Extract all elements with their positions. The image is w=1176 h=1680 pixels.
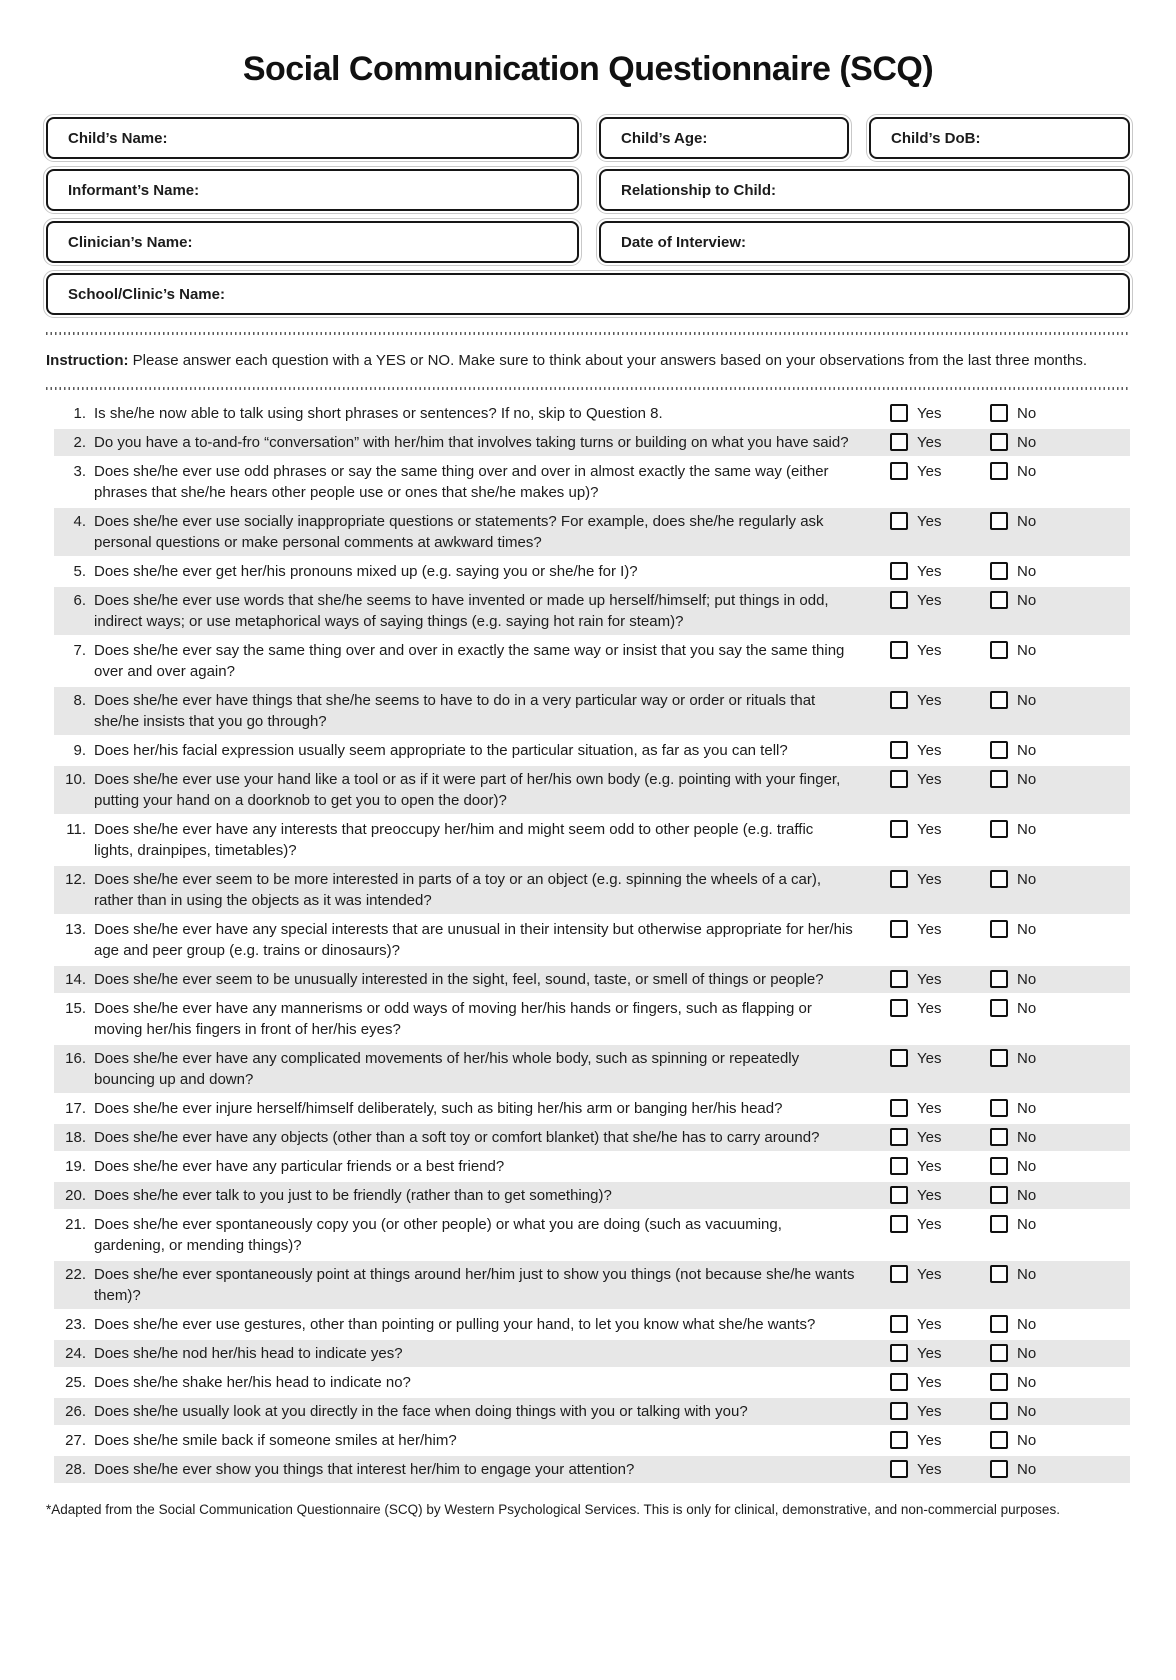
no-label: No <box>1017 1461 1037 1478</box>
question-number: 21. <box>65 1216 86 1233</box>
question-row <box>54 816 1130 864</box>
instruction-label: Instruction: <box>46 352 129 369</box>
yes-option[interactable] <box>890 998 990 1019</box>
yes-checkbox[interactable] <box>890 970 908 988</box>
relationship-label: Relationship to Child: <box>621 181 776 199</box>
no-option[interactable] <box>990 1156 1066 1177</box>
question-row <box>54 508 1130 556</box>
no-checkbox[interactable] <box>990 512 1008 530</box>
school-clinic-field[interactable] <box>46 273 1130 315</box>
no-label: No <box>1017 771 1037 788</box>
no-checkbox[interactable] <box>990 870 1008 888</box>
yes-option[interactable] <box>890 919 990 940</box>
question-number: 3. <box>73 463 86 480</box>
dotted-divider-top <box>46 332 1130 335</box>
question-text: Does she/he shake her/his head to indicate no? <box>94 1374 411 1391</box>
question-number: 24. <box>65 1345 86 1362</box>
no-label: No <box>1017 1374 1037 1391</box>
question-row <box>54 458 1130 506</box>
yes-option[interactable] <box>890 561 990 582</box>
instruction-text <box>46 348 1130 373</box>
questionnaire-page <box>0 50 1176 1521</box>
yes-label: Yes <box>917 513 942 530</box>
yes-checkbox[interactable] <box>890 1373 908 1391</box>
yes-checkbox[interactable] <box>890 512 908 530</box>
no-checkbox[interactable] <box>990 1315 1008 1333</box>
yes-checkbox[interactable] <box>890 1460 908 1478</box>
yes-option[interactable] <box>890 1156 990 1177</box>
no-checkbox[interactable] <box>990 999 1008 1017</box>
no-option[interactable] <box>990 869 1066 890</box>
yes-checkbox[interactable] <box>890 1344 908 1362</box>
no-option[interactable] <box>990 819 1066 840</box>
yes-label: Yes <box>917 1432 942 1449</box>
question-row <box>54 587 1130 635</box>
no-option[interactable] <box>990 1214 1066 1235</box>
child-age-label: Child’s Age: <box>621 129 708 147</box>
no-label: No <box>1017 642 1037 659</box>
question-list <box>46 400 1130 1483</box>
question-text: Does she/he ever spontaneously copy you (or other people) or what you are doing (such as vacuuming, gardening, or mending things)? <box>94 1216 782 1254</box>
question-text: Does she/he usually look at you directly in the face when doing things with you or talking with you? <box>94 1403 748 1420</box>
field-row-4 <box>46 273 1130 315</box>
yes-checkbox[interactable] <box>890 1402 908 1420</box>
question-text: Does she/he ever have any interests that preoccupy her/him and might seem odd to other people (e.g. traffic lights, drainpipes, timetables)? <box>94 821 814 859</box>
question-row <box>54 916 1130 964</box>
no-label: No <box>1017 692 1037 709</box>
yes-label: Yes <box>917 1316 942 1333</box>
no-checkbox[interactable] <box>990 741 1008 759</box>
yes-checkbox[interactable] <box>890 433 908 451</box>
question-number: 26. <box>65 1403 86 1420</box>
yes-option[interactable] <box>890 1185 990 1206</box>
yes-option[interactable] <box>890 769 990 790</box>
field-row-2 <box>46 169 1130 211</box>
no-checkbox[interactable] <box>990 1402 1008 1420</box>
yes-checkbox[interactable] <box>890 1215 908 1233</box>
question-row <box>54 1124 1130 1151</box>
no-label: No <box>1017 1100 1037 1117</box>
question-number: 7. <box>73 642 86 659</box>
question-row <box>54 766 1130 814</box>
no-label: No <box>1017 563 1037 580</box>
yes-option[interactable] <box>890 511 990 532</box>
question-row <box>54 400 1130 427</box>
no-option[interactable] <box>990 740 1066 761</box>
question-number: 27. <box>65 1432 86 1449</box>
yes-checkbox[interactable] <box>890 820 908 838</box>
yes-option[interactable] <box>890 969 990 990</box>
question-text: Does she/he ever have any special interests that are unusual in their intensity but otherwise appropriate for her/his age and peer group (e.g. trains or dinosaurs)? <box>94 921 853 959</box>
question-number: 1. <box>73 405 86 422</box>
question-row <box>54 1045 1130 1093</box>
no-checkbox[interactable] <box>990 920 1008 938</box>
yes-label: Yes <box>917 463 942 480</box>
no-option[interactable] <box>990 998 1066 1019</box>
question-text: Does she/he ever use gestures, other than pointing or pulling your hand, to let you know what she/he wants? <box>94 1316 816 1333</box>
yes-option[interactable] <box>890 1127 990 1148</box>
question-text: Does she/he ever get her/his pronouns mixed up (e.g. saying you or she/he for I)? <box>94 563 638 580</box>
yes-label: Yes <box>917 771 942 788</box>
yes-label: Yes <box>917 1158 942 1175</box>
child-name-label: Child’s Name: <box>68 129 168 147</box>
no-checkbox[interactable] <box>990 1460 1008 1478</box>
yes-checkbox[interactable] <box>890 1099 908 1117</box>
no-checkbox[interactable] <box>990 1049 1008 1067</box>
yes-checkbox[interactable] <box>890 999 908 1017</box>
question-row <box>54 1153 1130 1180</box>
yes-label: Yes <box>917 1345 942 1362</box>
yes-checkbox[interactable] <box>890 691 908 709</box>
dotted-divider-bottom <box>46 387 1130 390</box>
yes-option[interactable] <box>890 461 990 482</box>
no-label: No <box>1017 821 1037 838</box>
no-label: No <box>1017 1432 1037 1449</box>
question-number: 2. <box>73 434 86 451</box>
yes-checkbox[interactable] <box>890 591 908 609</box>
yes-label: Yes <box>917 434 942 451</box>
question-number: 9. <box>73 742 86 759</box>
yes-option[interactable] <box>890 1372 990 1393</box>
no-checkbox[interactable] <box>990 1099 1008 1117</box>
yes-option[interactable] <box>890 1048 990 1069</box>
no-checkbox[interactable] <box>990 562 1008 580</box>
question-row <box>54 866 1130 914</box>
question-number: 18. <box>65 1129 86 1146</box>
question-text: Does she/he ever have any complicated movements of her/his whole body, such as spinning or repeatedly bouncing up and down? <box>94 1050 800 1088</box>
question-row <box>54 637 1130 685</box>
question-number: 4. <box>73 513 86 530</box>
no-option[interactable] <box>990 561 1066 582</box>
question-text: Do you have a to-and-fro “conversation” with her/him that involves taking turns or building on what you have said? <box>94 434 849 451</box>
no-checkbox[interactable] <box>990 1344 1008 1362</box>
question-text: Does she/he ever show you things that interest her/him to engage your attention? <box>94 1461 635 1478</box>
question-text: Does she/he ever have any particular friends or a best friend? <box>94 1158 505 1175</box>
yes-option[interactable] <box>890 869 990 890</box>
yes-label: Yes <box>917 1374 942 1391</box>
question-row <box>54 966 1130 993</box>
no-checkbox[interactable] <box>990 1373 1008 1391</box>
yes-option[interactable] <box>890 740 990 761</box>
no-label: No <box>1017 1050 1037 1067</box>
yes-checkbox[interactable] <box>890 404 908 422</box>
no-option[interactable] <box>990 403 1066 424</box>
no-option[interactable] <box>990 1372 1066 1393</box>
question-text: Does she/he ever spontaneously point at things around her/him just to show you things (not because she/he wants them)? <box>94 1266 855 1304</box>
question-number: 28. <box>65 1461 86 1478</box>
no-checkbox[interactable] <box>990 1265 1008 1283</box>
question-row <box>54 558 1130 585</box>
no-label: No <box>1017 1316 1037 1333</box>
yes-checkbox[interactable] <box>890 1186 908 1204</box>
question-number: 22. <box>65 1266 86 1283</box>
child-age-field[interactable] <box>599 117 849 159</box>
question-text: Does she/he nod her/his head to indicate yes? <box>94 1345 403 1362</box>
no-checkbox[interactable] <box>990 1215 1008 1233</box>
no-option[interactable] <box>990 919 1066 940</box>
question-row <box>54 1398 1130 1425</box>
yes-label: Yes <box>917 921 942 938</box>
yes-option[interactable] <box>890 432 990 453</box>
child-name-field[interactable] <box>46 117 579 159</box>
yes-label: Yes <box>917 563 942 580</box>
school-clinic-label: School/Clinic’s Name: <box>68 285 225 303</box>
no-option[interactable] <box>990 432 1066 453</box>
field-row-3 <box>46 221 1130 263</box>
no-checkbox[interactable] <box>990 970 1008 988</box>
question-number: 8. <box>73 692 86 709</box>
clinician-name-field[interactable] <box>46 221 579 263</box>
no-option[interactable] <box>990 1459 1066 1480</box>
no-checkbox[interactable] <box>990 770 1008 788</box>
no-label: No <box>1017 1216 1037 1233</box>
no-label: No <box>1017 1000 1037 1017</box>
no-label: No <box>1017 1129 1037 1146</box>
no-checkbox[interactable] <box>990 1431 1008 1449</box>
yes-checkbox[interactable] <box>890 641 908 659</box>
yes-label: Yes <box>917 1266 942 1283</box>
no-label: No <box>1017 871 1037 888</box>
yes-option[interactable] <box>890 590 990 611</box>
no-option[interactable] <box>990 1401 1066 1422</box>
question-text: Does she/he ever use words that she/he seems to have invented or made up herself/himself; put things in odd, indirect ways; or use metaphorical ways of saying things (e.g. saying hot rain for steam)? <box>94 592 829 630</box>
clinician-name-label: Clinician’s Name: <box>68 233 193 251</box>
question-text: Does she/he ever use odd phrases or say the same thing over and over in almost exactly the same way (either phrases that she/he hears other people use or ones that she/he makes up)? <box>94 463 829 501</box>
no-option[interactable] <box>990 690 1066 711</box>
child-dob-label: Child’s DoB: <box>891 129 981 147</box>
question-row <box>54 737 1130 764</box>
question-text: Does she/he ever talk to you just to be friendly (rather than to get something)? <box>94 1187 612 1204</box>
yes-label: Yes <box>917 1403 942 1420</box>
no-option[interactable] <box>990 640 1066 661</box>
yes-label: Yes <box>917 1100 942 1117</box>
no-label: No <box>1017 1403 1037 1420</box>
yes-label: Yes <box>917 405 942 422</box>
no-label: No <box>1017 592 1037 609</box>
no-label: No <box>1017 1345 1037 1362</box>
field-row-1 <box>46 117 1130 159</box>
question-number: 16. <box>65 1050 86 1067</box>
informant-name-field[interactable] <box>46 169 579 211</box>
question-number: 20. <box>65 1187 86 1204</box>
yes-option[interactable] <box>890 1430 990 1451</box>
question-text: Does she/he ever use socially inappropriate questions or statements? For example, does she/he regularly ask personal questions or make personal comments at awkward times? <box>94 513 824 551</box>
question-text: Does she/he ever have any objects (other than a soft toy or comfort blanket) that she/he has to carry around? <box>94 1129 820 1146</box>
yes-checkbox[interactable] <box>890 1128 908 1146</box>
date-of-interview-label: Date of Interview: <box>621 233 747 251</box>
relationship-field[interactable] <box>599 169 1130 211</box>
question-text: Is she/he now able to talk using short phrases or sentences? If no, skip to Question 8. <box>94 405 663 422</box>
question-number: 23. <box>65 1316 86 1333</box>
yes-checkbox[interactable] <box>890 562 908 580</box>
yes-label: Yes <box>917 871 942 888</box>
yes-checkbox[interactable] <box>890 1315 908 1333</box>
question-number: 12. <box>65 871 86 888</box>
question-text: Does she/he ever seem to be more interested in parts of a toy or an object (e.g. spinning the wheels of a car), rather than in using the objects as it was intended? <box>94 871 822 909</box>
no-checkbox[interactable] <box>990 591 1008 609</box>
yes-option[interactable] <box>890 640 990 661</box>
yes-checkbox[interactable] <box>890 462 908 480</box>
question-number: 13. <box>65 921 86 938</box>
yes-option[interactable] <box>890 819 990 840</box>
no-label: No <box>1017 1158 1037 1175</box>
no-label: No <box>1017 921 1037 938</box>
yes-checkbox[interactable] <box>890 1157 908 1175</box>
instruction-body: Please answer each question with a YES or NO. Make sure to think about your answers based on your observations from the last three months. <box>128 352 1088 369</box>
child-dob-field[interactable] <box>869 117 1130 159</box>
no-checkbox[interactable] <box>990 820 1008 838</box>
question-row <box>54 687 1130 735</box>
question-text: Does she/he ever use your hand like a tool or as if it were part of her/his own body (e.g. pointing with your finger, putting your hand on a doorknob to get you to open the door)? <box>94 771 841 809</box>
question-text: Does she/he ever injure herself/himself deliberately, such as biting her/his arm or banging her/his head? <box>94 1100 783 1117</box>
no-label: No <box>1017 434 1037 451</box>
question-row <box>54 1427 1130 1454</box>
yes-label: Yes <box>917 1000 942 1017</box>
yes-label: Yes <box>917 971 942 988</box>
yes-checkbox[interactable] <box>890 920 908 938</box>
question-number: 11. <box>66 821 86 838</box>
yes-option[interactable] <box>890 1459 990 1480</box>
page-title: Social Communication Questionnaire (SCQ) <box>242 50 934 88</box>
no-option[interactable] <box>990 1343 1066 1364</box>
no-checkbox[interactable] <box>990 433 1008 451</box>
no-label: No <box>1017 1266 1037 1283</box>
no-label: No <box>1017 971 1037 988</box>
question-row <box>54 1311 1130 1338</box>
no-option[interactable] <box>990 1048 1066 1069</box>
no-option[interactable] <box>990 1314 1066 1335</box>
yes-option[interactable] <box>890 1343 990 1364</box>
no-label: No <box>1017 742 1037 759</box>
question-row <box>54 429 1130 456</box>
question-number: 5. <box>73 563 86 580</box>
yes-label: Yes <box>917 692 942 709</box>
yes-checkbox[interactable] <box>890 770 908 788</box>
no-option[interactable] <box>990 1185 1066 1206</box>
no-option[interactable] <box>990 1098 1066 1119</box>
no-checkbox[interactable] <box>990 462 1008 480</box>
question-number: 14. <box>65 971 86 988</box>
no-label: No <box>1017 1187 1037 1204</box>
informant-name-label: Informant’s Name: <box>68 181 200 199</box>
no-checkbox[interactable] <box>990 691 1008 709</box>
yes-option[interactable] <box>890 1314 990 1335</box>
no-label: No <box>1017 463 1037 480</box>
yes-option[interactable] <box>890 690 990 711</box>
yes-option[interactable] <box>890 1214 990 1235</box>
no-option[interactable] <box>990 969 1066 990</box>
question-row <box>54 1182 1130 1209</box>
info-fields <box>46 117 1130 315</box>
yes-label: Yes <box>917 592 942 609</box>
yes-checkbox[interactable] <box>890 1431 908 1449</box>
question-text: Does she/he ever seem to be unusually interested in the sight, feel, sound, taste, or smell of things or people? <box>94 971 824 988</box>
question-row <box>54 995 1130 1043</box>
no-checkbox[interactable] <box>990 1186 1008 1204</box>
no-option[interactable] <box>990 1127 1066 1148</box>
yes-option[interactable] <box>890 403 990 424</box>
question-number: 19. <box>65 1158 86 1175</box>
yes-label: Yes <box>917 642 942 659</box>
question-number: 25. <box>65 1374 86 1391</box>
yes-label: Yes <box>917 742 942 759</box>
yes-label: Yes <box>917 1050 942 1067</box>
question-row <box>54 1456 1130 1483</box>
yes-label: Yes <box>917 821 942 838</box>
yes-label: Yes <box>917 1129 942 1146</box>
question-row <box>54 1211 1130 1259</box>
yes-option[interactable] <box>890 1098 990 1119</box>
question-row <box>54 1095 1130 1122</box>
no-option[interactable] <box>990 461 1066 482</box>
no-label: No <box>1017 513 1037 530</box>
date-of-interview-field[interactable] <box>599 221 1130 263</box>
yes-option[interactable] <box>890 1401 990 1422</box>
question-text: Does she/he smile back if someone smiles at her/him? <box>94 1432 457 1449</box>
no-option[interactable] <box>990 1430 1066 1451</box>
question-text: Does she/he ever say the same thing over and over in exactly the same way or insist that you say the same thing over and over again? <box>94 642 845 680</box>
no-option[interactable] <box>990 511 1066 532</box>
question-number: 15. <box>65 1000 86 1017</box>
footnote-text: *Adapted from the Social Communication Questionnaire (SCQ) by Western Psychological Services. This is only for clinical, demonstrative, and non-commercial purposes. <box>46 1502 1060 1517</box>
question-number: 6. <box>73 592 86 609</box>
no-checkbox[interactable] <box>990 404 1008 422</box>
question-text: Does she/he ever have things that she/he seems to have to do in a very particular way or order or rituals that she/he insists that you go through? <box>94 692 816 730</box>
yes-option[interactable] <box>890 1264 990 1285</box>
no-checkbox[interactable] <box>990 1128 1008 1146</box>
no-option[interactable] <box>990 769 1066 790</box>
question-text: Does her/his facial expression usually seem appropriate to the particular situation, as far as you can tell? <box>94 742 788 759</box>
question-number: 10. <box>65 771 86 788</box>
yes-checkbox[interactable] <box>890 1265 908 1283</box>
no-checkbox[interactable] <box>990 641 1008 659</box>
yes-checkbox[interactable] <box>890 1049 908 1067</box>
question-row <box>54 1261 1130 1309</box>
yes-checkbox[interactable] <box>890 870 908 888</box>
yes-label: Yes <box>917 1187 942 1204</box>
yes-checkbox[interactable] <box>890 741 908 759</box>
no-label: No <box>1017 405 1037 422</box>
question-row <box>54 1369 1130 1396</box>
no-checkbox[interactable] <box>990 1157 1008 1175</box>
question-row <box>54 1340 1130 1367</box>
question-text: Does she/he ever have any mannerisms or odd ways of moving her/his hands or fingers, such as flapping or moving her/his fingers in front of her/his eyes? <box>94 1000 812 1038</box>
no-option[interactable] <box>990 1264 1066 1285</box>
yes-label: Yes <box>917 1216 942 1233</box>
yes-label: Yes <box>917 1461 942 1478</box>
question-number: 17. <box>65 1100 86 1117</box>
no-option[interactable] <box>990 590 1066 611</box>
